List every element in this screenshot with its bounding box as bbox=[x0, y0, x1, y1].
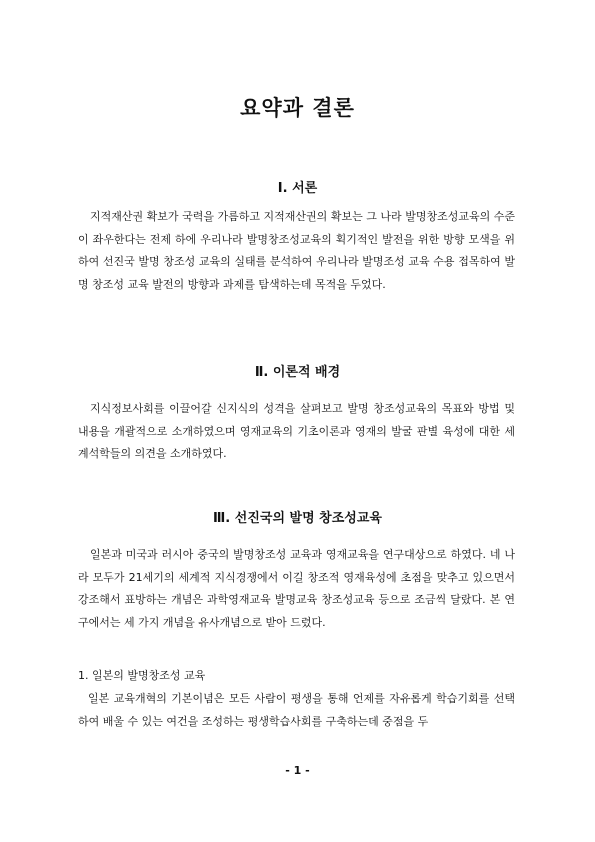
subsection-paragraph-japan: 일본 교육개혁의 기본이념은 모든 사람이 평생을 통해 언제를 자유롭게 학습기회를 선택하여 배울 수 있는 여건을 조성하는 평생학습사회를 구축하는데 중점을 두 bbox=[78, 692, 515, 728]
section-paragraph-introduction: 지적재산권 확보가 국력을 가름하고 지적재산권의 확보는 그 나라 발명창조성교육의 수준이 좌우한다는 전제 하에 우리나라 발명창조성교육의 획기적인 발전을 위한 방향 모색을 위하여 선진국 발명 창조성 교육의 실태를 분석하여 우리나라 발명조성 교육 수용 접목하여 발명 창조성 교육 발전의 방향과 과제를 탐색하는데 목적을 두었다. bbox=[78, 210, 515, 291]
section-heading-introduction: Ⅰ. 서론 bbox=[277, 181, 318, 196]
section-heading-advanced-countries: Ⅲ. 선진국의 발명 창조성교육 bbox=[213, 511, 382, 526]
document-title: 요약과 결론 bbox=[240, 96, 355, 120]
page-number: - 1 - bbox=[285, 764, 310, 777]
section-paragraph-theory: 지식정보사회를 이끌어갈 신지식의 성격을 살펴보고 발명 창조성교육의 목표와 방법 및 내용을 개괄적으로 소개하였으며 영재교육의 기초이론과 영재의 발굴 판별 육성에 대한 세계석학들의 의견을 소개하였다. bbox=[78, 402, 515, 460]
subsection-heading-japan: 1. 일본의 발명창조성 교육 bbox=[78, 669, 206, 682]
section-heading-theory: Ⅱ. 이론적 배경 bbox=[254, 365, 341, 380]
section-paragraph-advanced-countries: 일본과 미국과 러시아 중국의 발명창조성 교육과 영재교육을 연구대상으로 하였다. 네 나라 모두가 21세기의 세계적 지식경쟁에서 이길 창조적 영재육성에 초점을 맞추고 있으면서 강조해서 표방하는 개념은 과학영재교육 발명교육 창조성교육 등으로 조금씩 달랐다. 본 연구에서는 세 가지 개념을 유사개념으로 받아 드렸다. bbox=[78, 548, 515, 629]
